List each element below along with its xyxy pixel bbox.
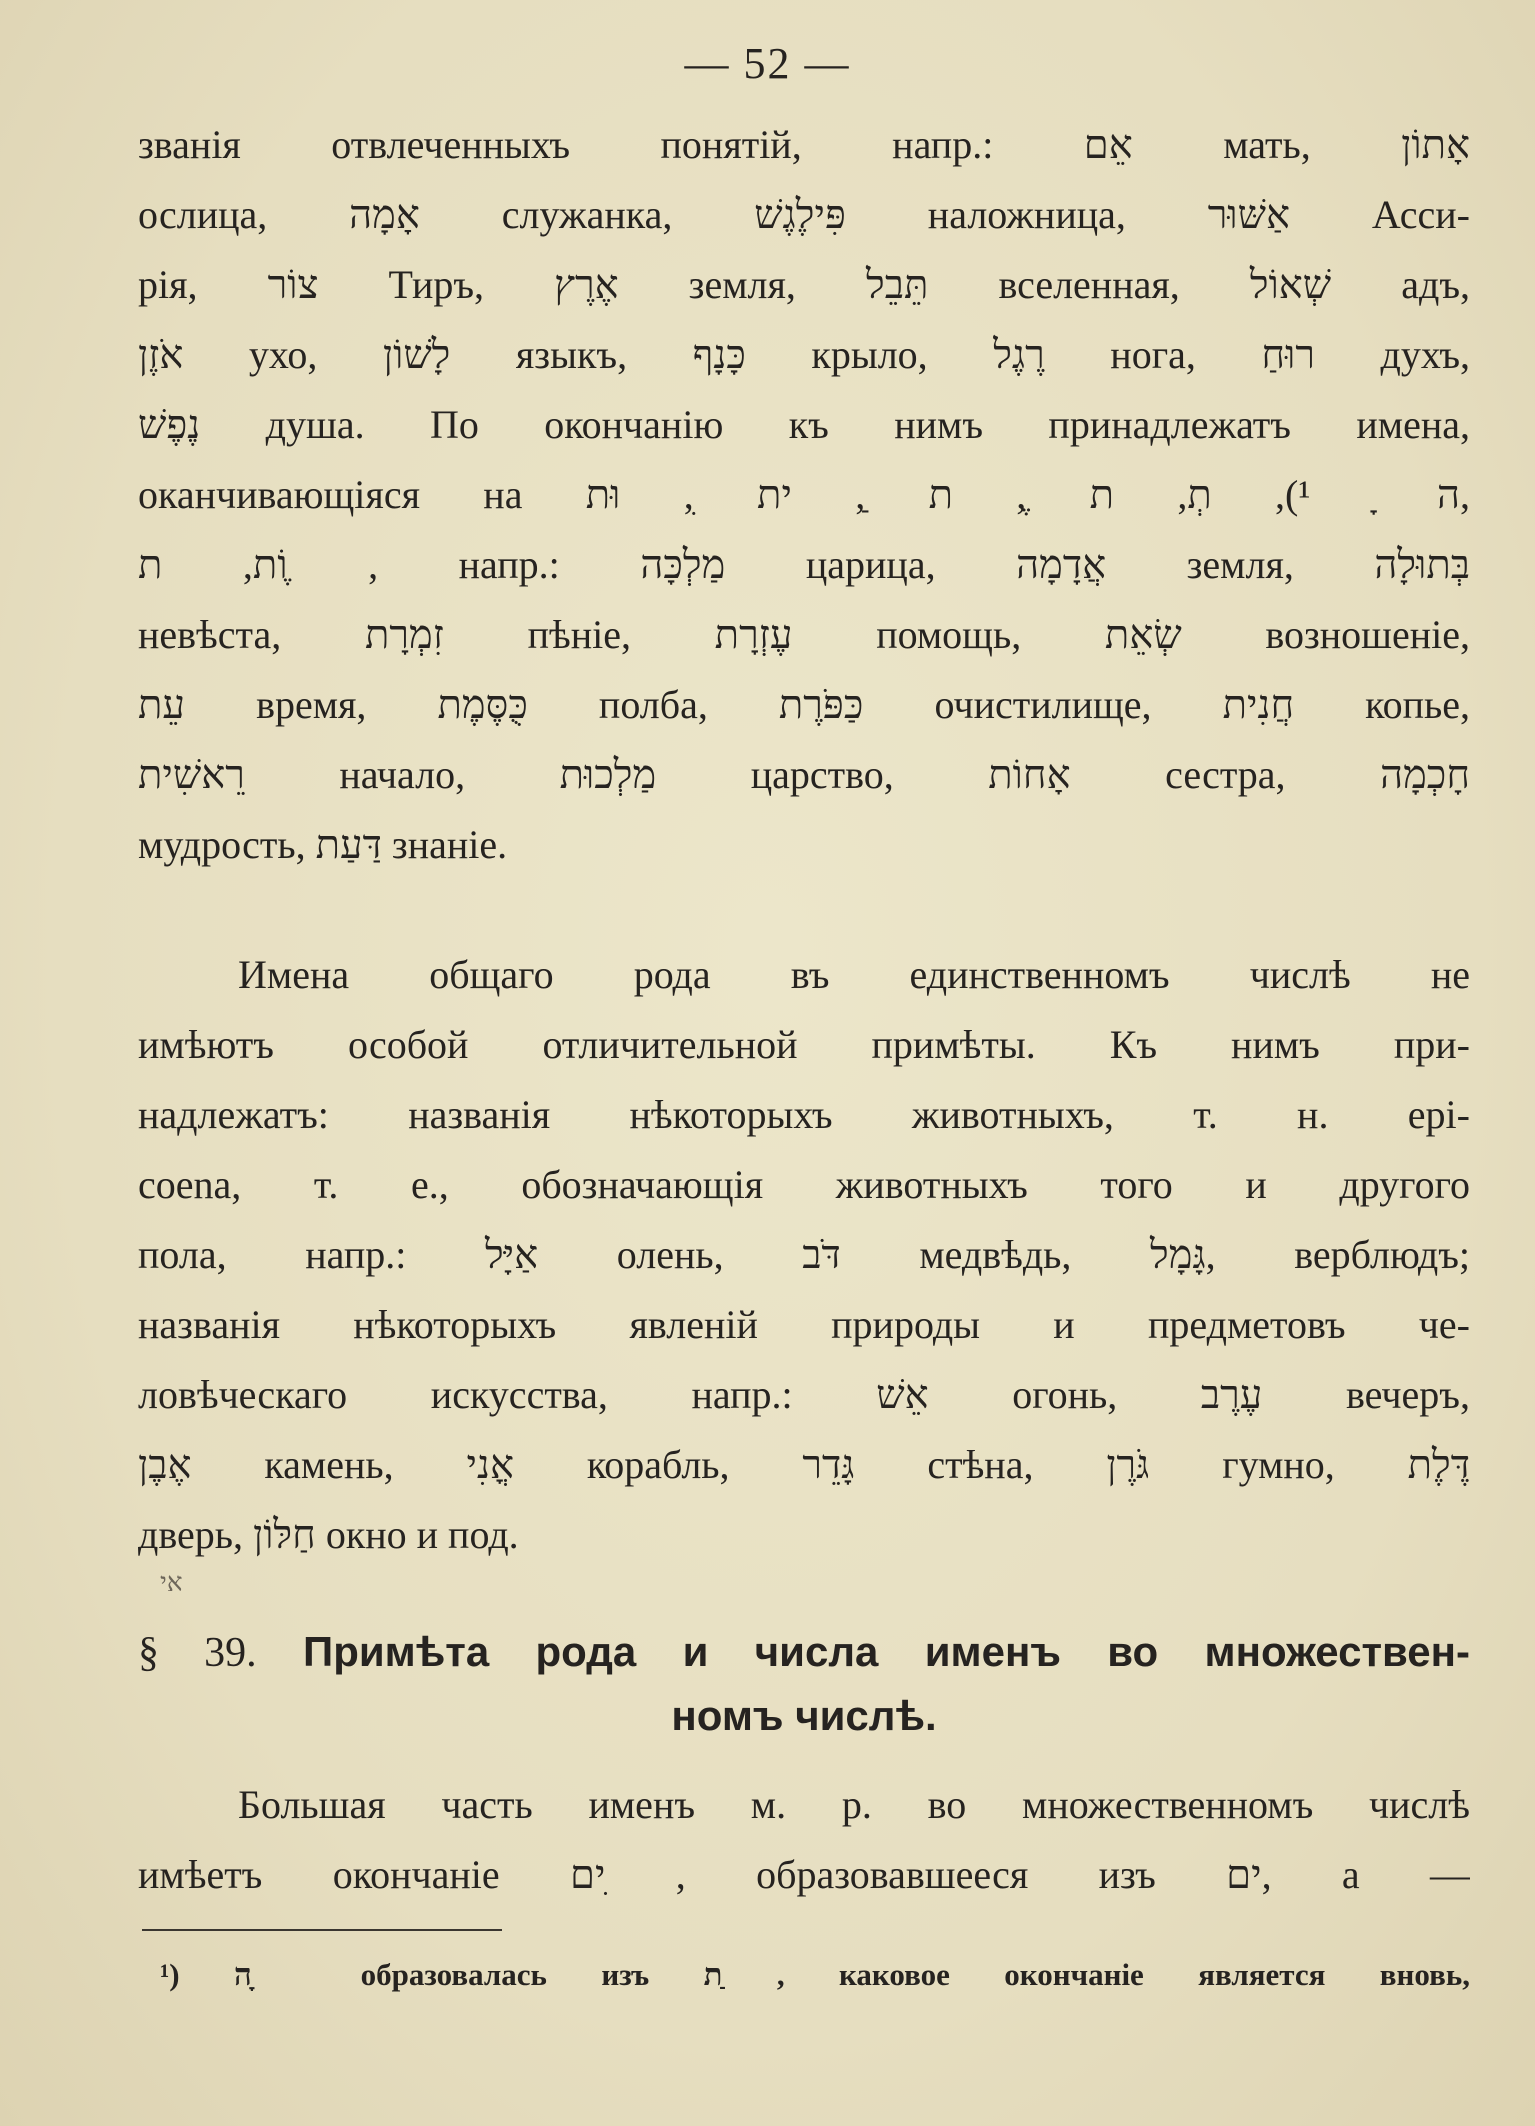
text-line: надлежатъ: названія нѣкоторыхъ животныхъ, т. н. epi- [138, 1092, 1470, 1137]
text-line: мудрость, דַּעַת знаніе. [138, 822, 508, 867]
text-line: Большая часть именъ м. р. во множественномъ числѣ [238, 1782, 1470, 1827]
text-line: невѣста, זִמְרָת пѣніе, עֶזְרָת помощь, שְׂאֵת возношеніе, [138, 612, 1470, 657]
text-line: אֶבֶן камень, אֳנִי корабль, גָּדֵר стѣна, גֹּרֶן гумно, דֶּלֶת [138, 1442, 1470, 1487]
text-line: אֹזֶן ухо, לָשׁוֹן языкъ, כָּנָף крыло, רֶגֶל нога, רוּחַ духъ, [138, 332, 1470, 377]
paragraph-abstract-nouns [138, 110, 1470, 880]
section-heading [138, 1620, 1470, 1748]
page-number: — 52 — [684, 39, 851, 88]
text-line: ловѣческаго искусства, напр.: אֵשׁ огонь, עֶרֶב вечеръ, [138, 1372, 1470, 1417]
stray-mark: אי [160, 1568, 183, 1597]
text-line: ослица, אָמָה служанка, פִּילֶגֶשׁ наложница, אַשּׁוּר Асси- [138, 192, 1470, 237]
section-title-part2: номъ числѣ. [671, 1692, 937, 1739]
text-line: званія отвлеченныхъ понятій, напр.: אֵם мать, אָתוֹן [138, 122, 1470, 167]
section-number: § 39. [138, 1630, 257, 1676]
text-line: coena, т. е., обозначающія животныхъ того и другого [138, 1162, 1470, 1207]
text-line: имѣютъ особой отличительной примѣты. Къ нимъ при- [138, 1022, 1470, 1067]
paragraph-common-gender [138, 940, 1470, 1570]
text-line: названія нѣкоторыхъ явленій природы и предметовъ че- [138, 1302, 1470, 1347]
text-line: рія, צוֹר Тиръ, אֶרֶץ земля, תֵּבֵל вселенная, שְׁאוֹל адъ, [138, 262, 1470, 307]
footnote: ¹) ה ָ образовалась изъ ת ַ, каковое окончаніе является вновь, [160, 1957, 1470, 1992]
section-title-line [138, 1620, 1470, 1684]
text-line: дверь, חַלּוֹן окно и под. [138, 1512, 519, 1557]
paragraph-plural [138, 1770, 1470, 1910]
text-line: עֵת время, כֻּסֶּמֶת полба, כַּפֹּרֶת очистилище, חֲנִית копье, [138, 682, 1470, 727]
section-title-part1: Примѣта рода и числа именъ во множествен- [303, 1628, 1471, 1675]
footnote-divider [142, 1929, 502, 1931]
text-line: וֹת, ת ֶ, напр.: מַלְכָּה царица, אֲדָמָה земля, בְּתוּלָה [138, 542, 1470, 587]
text-line: имѣетъ окончаніе ים ִ, образовавшееся изъ ים, а — [138, 1852, 1470, 1897]
text-line: נֶפֶשׁ душа. По окончанію къ нимъ принадлежатъ имена, [138, 402, 1470, 447]
text-line: оканчивающіяся на ה ָ ¹), תְ, ת ֶ, ת ַ, ית ִ, וּת, [138, 472, 1470, 517]
text-line: רֵאשִׁית начало, מַלְכוּת царство, אָחוֹת сестра, חָכְמָה [138, 752, 1470, 797]
text-line: пола, напр.: אַיָּל олень, דֹּב медвѣдь, גָּמָל, верблюдъ; [138, 1232, 1470, 1277]
text-line: Имена общаго рода въ единственномъ числѣ не [238, 952, 1470, 997]
